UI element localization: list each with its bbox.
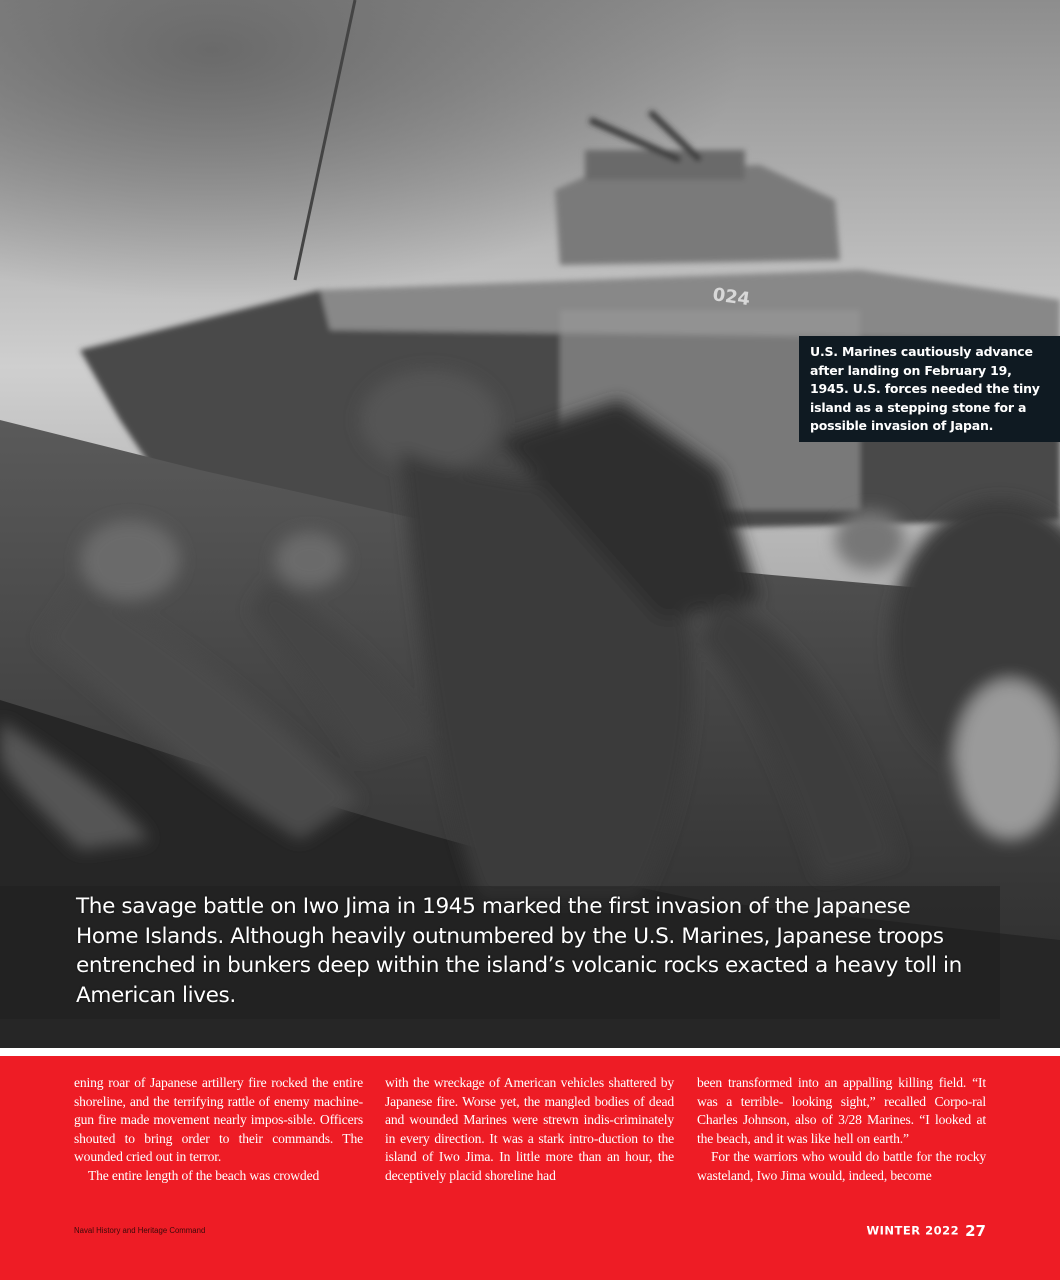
page-number: 27 (965, 1221, 986, 1240)
photo-caption: U.S. Marines cautiously advance after landing on February 19, 1945. U.S. forces needed the tiny island as a stepping stone for a possible invasion of Japan. (810, 344, 1040, 433)
pull-quote-box (0, 886, 1000, 1019)
column-3-paragraph-1: been transformed into an appalling killing field. “It was a terrible- looking sight,” recalled Corpo-ral Charles Johnson, also of 3/28 Marines. “I looked at the beach, and it was like hell on earth.” (697, 1075, 986, 1146)
article-column-2 (385, 1074, 674, 1185)
white-divider (0, 1048, 1060, 1056)
article-column-3 (697, 1074, 986, 1185)
photo-caption-box (799, 336, 1060, 442)
article-column-1 (74, 1074, 363, 1185)
column-1-paragraph-1: ening roar of Japanese artillery fire rocked the entire shoreline, and the terrifying rattle of enemy machine-gun fire made movement nearly impos-sible. Officers shouted to bring order to their commands. The wounded cried out in terror. (74, 1075, 363, 1164)
pull-quote: The savage battle on Iwo Jima in 1945 marked the first invasion of the Japanese Home Islands. Although heavily outnumbered by the U.S. Marines, Japanese troops entrenched in bunkers deep within the island’s volcanic rocks exacted a heavy toll in American lives. (76, 894, 962, 1008)
issue-label: WINTER 2022 (866, 1223, 960, 1238)
column-1-paragraph-2: The entire length of the beach was crowded (88, 1167, 320, 1183)
column-2-paragraph-1: with the wreckage of American vehicles shattered by Japanese fire. Worse yet, the mangled bodies of dead and wounded Marines were strewn indis-criminately in every direction. It was a stark intro-duction to the island of Iwo Jima. In little more than an hour, the deceptively placid shoreline had (385, 1075, 674, 1183)
page-footer (866, 1220, 986, 1240)
publisher-credit: Naval History and Heritage Command (74, 1226, 206, 1235)
column-3-paragraph-2: For the warriors who would do battle for the rocky wasteland, Iwo Jima would, indeed, become (697, 1149, 986, 1183)
tank-marking: 024 (711, 284, 752, 311)
